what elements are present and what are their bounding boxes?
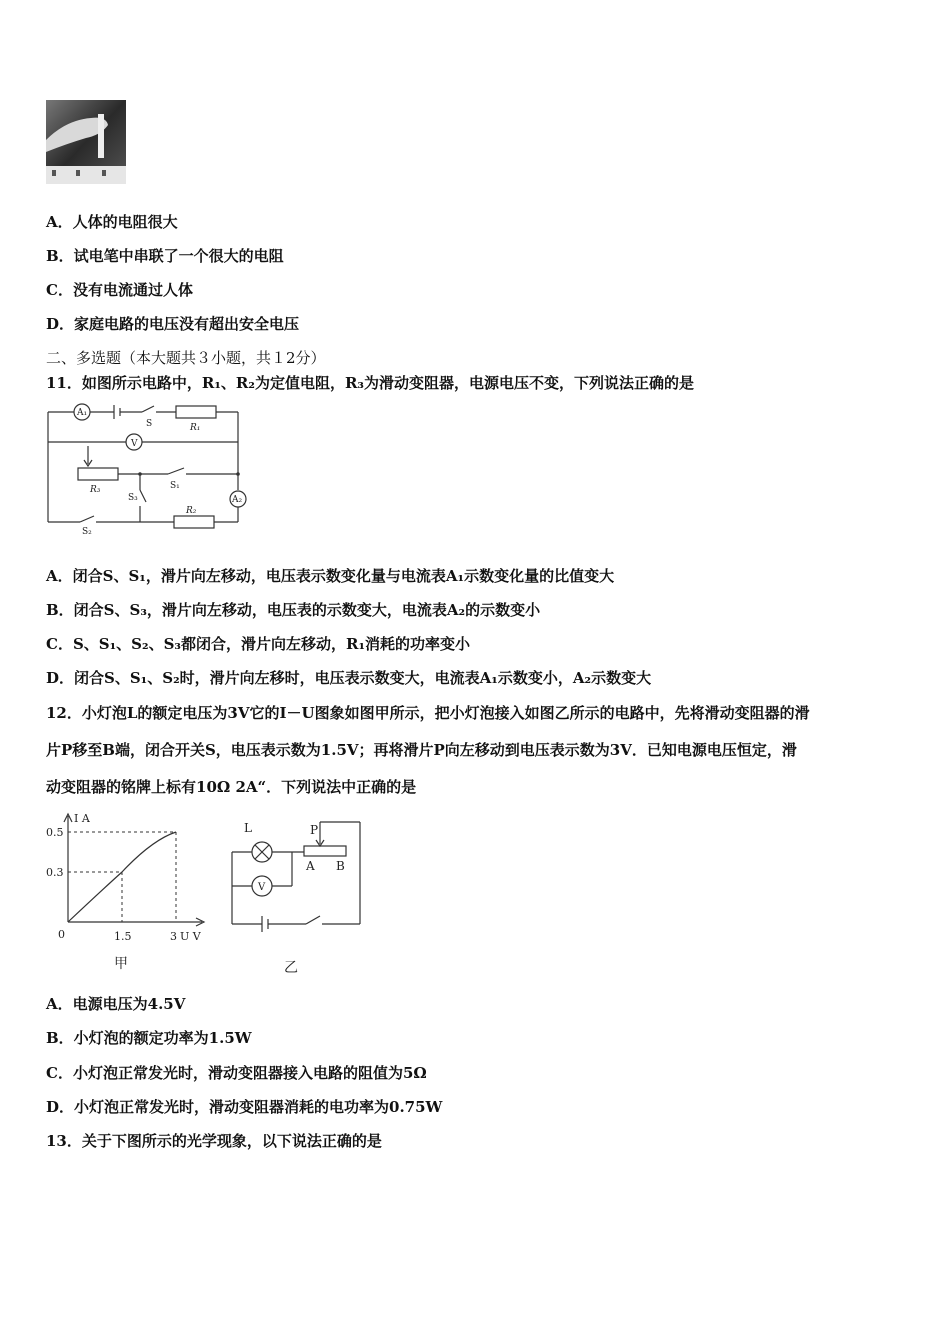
q12-circuit-diagram [226,816,366,976]
q11-label-r3: R₃ [90,485,101,495]
graph-y-tick-03: 0.3 [46,866,64,879]
q12-option-c[interactable]: C．小灯泡正常发光时，滑动变阻器接入电路的阻值为5Ω [46,1064,427,1082]
q12-stem-line2: 片P移至B端，闭合开关S，电压表示数为1.5V；再将滑片P向左移动到电压表示数为3V．已知电源电压恒定，滑 [46,741,797,759]
section2-title: 二、多选题（本大题共３小题，共１2分） [46,349,326,367]
circuit-label-v: V [258,882,266,893]
q12-option-a[interactable]: A．电源电压为4.5V [46,995,186,1013]
q10-option-a[interactable]: A．人体的电阻很大 [46,213,178,231]
q11-option-b[interactable]: B．闭合S、S₃，滑片向左移动，电压表的示数变大，电流表A₂的示数变小 [46,601,541,619]
q11-label-s3: S₃ [128,493,138,503]
q11-label-s1: S₁ [170,481,180,491]
q12-stem-line1: 12．小灯泡L的额定电压为3V它的I－U图象如图甲所示，把小灯泡接入如图乙所示的电路中，先将滑动变阻器的滑 [46,704,810,722]
q12-stem-line3: 动变阻器的铭牌上标有10Ω 2A“．下列说法中正确的是 [46,778,417,796]
q11-label-s2: S₂ [82,527,92,537]
q12-option-b[interactable]: B．小灯泡的额定功率为1.5W [46,1029,252,1047]
graph-x-tick-3: 3 [170,930,177,943]
q11-label-a1: A₁ [77,408,88,418]
q13-stem: 13．关于下图所示的光学现象，以下说法正确的是 [46,1132,382,1150]
q12-option-d[interactable]: D．小灯泡正常发光时，滑动变阻器消耗的电功率为0.75W [46,1098,443,1116]
graph-y-tick-05: 0.5 [46,826,64,839]
q11-label-a2: A₂ [232,495,243,505]
graph-x-tick-15: 1.5 [114,930,132,943]
q12-iu-graph [42,810,214,976]
q11-label-r2: R₂ [186,506,197,516]
circuit-label-a: A [306,859,315,873]
q11-label-v: V [131,439,138,449]
graph-caption: 甲 [114,956,128,972]
circuit-label-b: B [336,859,345,873]
test-pen-photo [46,100,126,184]
q10-option-c[interactable]: C．没有电流通过人体 [46,281,193,299]
circuit-label-l: L [244,821,252,835]
graph-origin: 0 [58,928,65,941]
q11-stem: 11．如图所示电路中，R₁、R₂为定值电阻，R₃为滑动变阻器，电源电压不变，下列说法正确的是 [46,374,694,392]
q11-label-r1: R₁ [190,423,201,433]
q11-label-s: S [146,419,153,429]
q11-option-a[interactable]: A．闭合S、S₁，滑片向左移动，电压表示数变化量与电流表A₁示数变化量的比值变大 [46,567,615,585]
q10-option-d[interactable]: D．家庭电路的电压没有超出安全电压 [46,315,300,333]
circuit-caption: 乙 [284,960,298,976]
q11-option-c[interactable]: C．S、S₁、S₂、S₃都闭合，滑片向左移动，R₁消耗的功率变小 [46,635,471,653]
q10-option-b[interactable]: B．试电笔中串联了一个很大的电阻 [46,247,284,265]
graph-x-label: U V [180,930,201,943]
graph-y-label: I A [74,812,90,825]
q11-circuit-diagram [44,402,256,537]
circuit-label-p: P [310,823,319,837]
q11-option-d[interactable]: D．闭合S、S₁、S₂时，滑片向左移时，电压表示数变大，电流表A₁示数变小，A₂示数变大 [46,669,652,687]
